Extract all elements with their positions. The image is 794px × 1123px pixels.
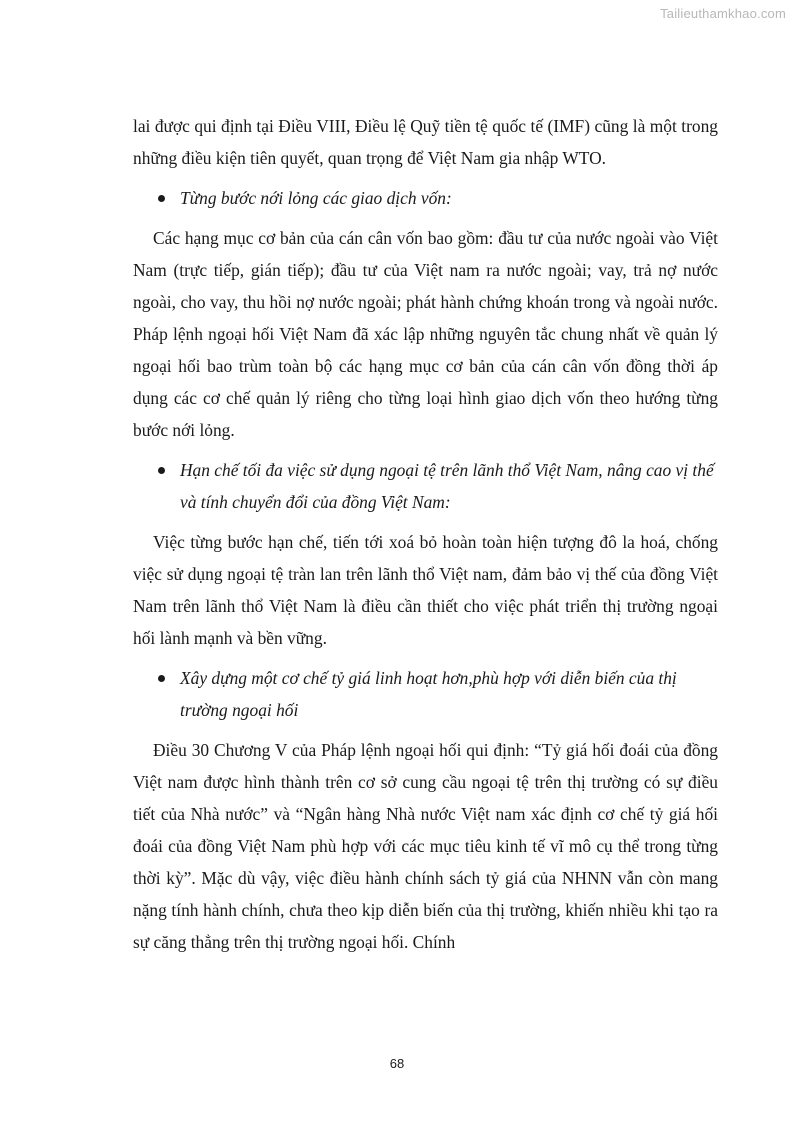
bullet-text: Từng bước nới lỏng các giao dịch vốn: [180,188,452,208]
bullet-item-exchange-rate-mechanism [133,662,718,726]
bullet-item-limit-foreign-currency [133,454,718,518]
bullet-text: Xây dựng một cơ chế tỷ giá linh hoạt hơn,phù hợp với diễn biến của thị trường ngoại hối [180,668,677,720]
bullet-dot-icon [158,467,165,474]
watermark: Tailieuthamkhao.com [660,6,786,21]
paragraph-dollarization: Việc từng bước hạn chế, tiến tới xoá bỏ hoàn toàn hiện tượng đô la hoá, chống việc sử dụng ngoại tệ tràn lan trên lãnh thổ Việt nam, đảm bảo vị thế của đồng Việt Nam trên lãnh thổ Việt Nam là điều cần thiết cho việc phát triển thị trường ngoại hối lành mạnh và bền vững. [133,532,718,648]
page-number: 68 [389,1056,405,1071]
bullet-text: Hạn chế tối đa việc sử dụng ngoại tệ trên lãnh thổ Việt Nam, nâng cao vị thế và tính chuyển đổi của đồng Việt Nam: [180,460,714,512]
paragraph-intro: lai được qui định tại Điều VIII, Điều lệ Quỹ tiền tệ quốc tế (IMF) cũng là một trong những điều kiện tiên quyết, quan trọng để Việt Nam gia nhập WTO. [133,116,718,168]
paragraph-article-30: Điều 30 Chương V của Pháp lệnh ngoại hối qui định: “Tỷ giá hối đoái của đồng Việt nam được hình thành trên cơ sở cung cầu ngoại tệ trên thị trường có sự điều tiết của Nhà nước” và “Ngân hàng Nhà nước Việt nam xác định cơ chế tỷ giá hối đoái của đồng Việt Nam phù hợp với các mục tiêu kinh tế vĩ mô cụ thể trong từng thời kỳ”. Mặc dù vậy, việc điều hành chính sách tỷ giá của NHNN vẫn còn mang nặng tính hành chính, chưa theo kịp diễn biến của thị trường, khiến nhiều khi tạo ra sự căng thẳng trên thị trường ngoại hối. Chính [133,740,718,952]
bullet-dot-icon [158,195,165,202]
bullet-dot-icon [158,675,165,682]
paragraph-capital-account: Các hạng mục cơ bản của cán cân vốn bao gồm: đầu tư của nước ngoài vào Việt Nam (trực tiếp, gián tiếp); đầu tư của Việt nam ra nước ngoài; vay, trả nợ nước ngoài, cho vay, thu hồi nợ nước ngoài; phát hành chứng khoán trong và ngoài nước. Pháp lệnh ngoại hối Việt Nam đã xác lập những nguyên tắc chung nhất về quản lý ngoại hối bao trùm toàn bộ các hạng mục cơ bản của cán cân vốn đồng thời áp dụng các cơ chế quản lý riêng cho từng loại hình giao dịch vốn theo hướng từng bước nới lỏng. [133,228,718,440]
bullet-item-capital-transactions [133,182,718,214]
document-body [133,110,718,966]
